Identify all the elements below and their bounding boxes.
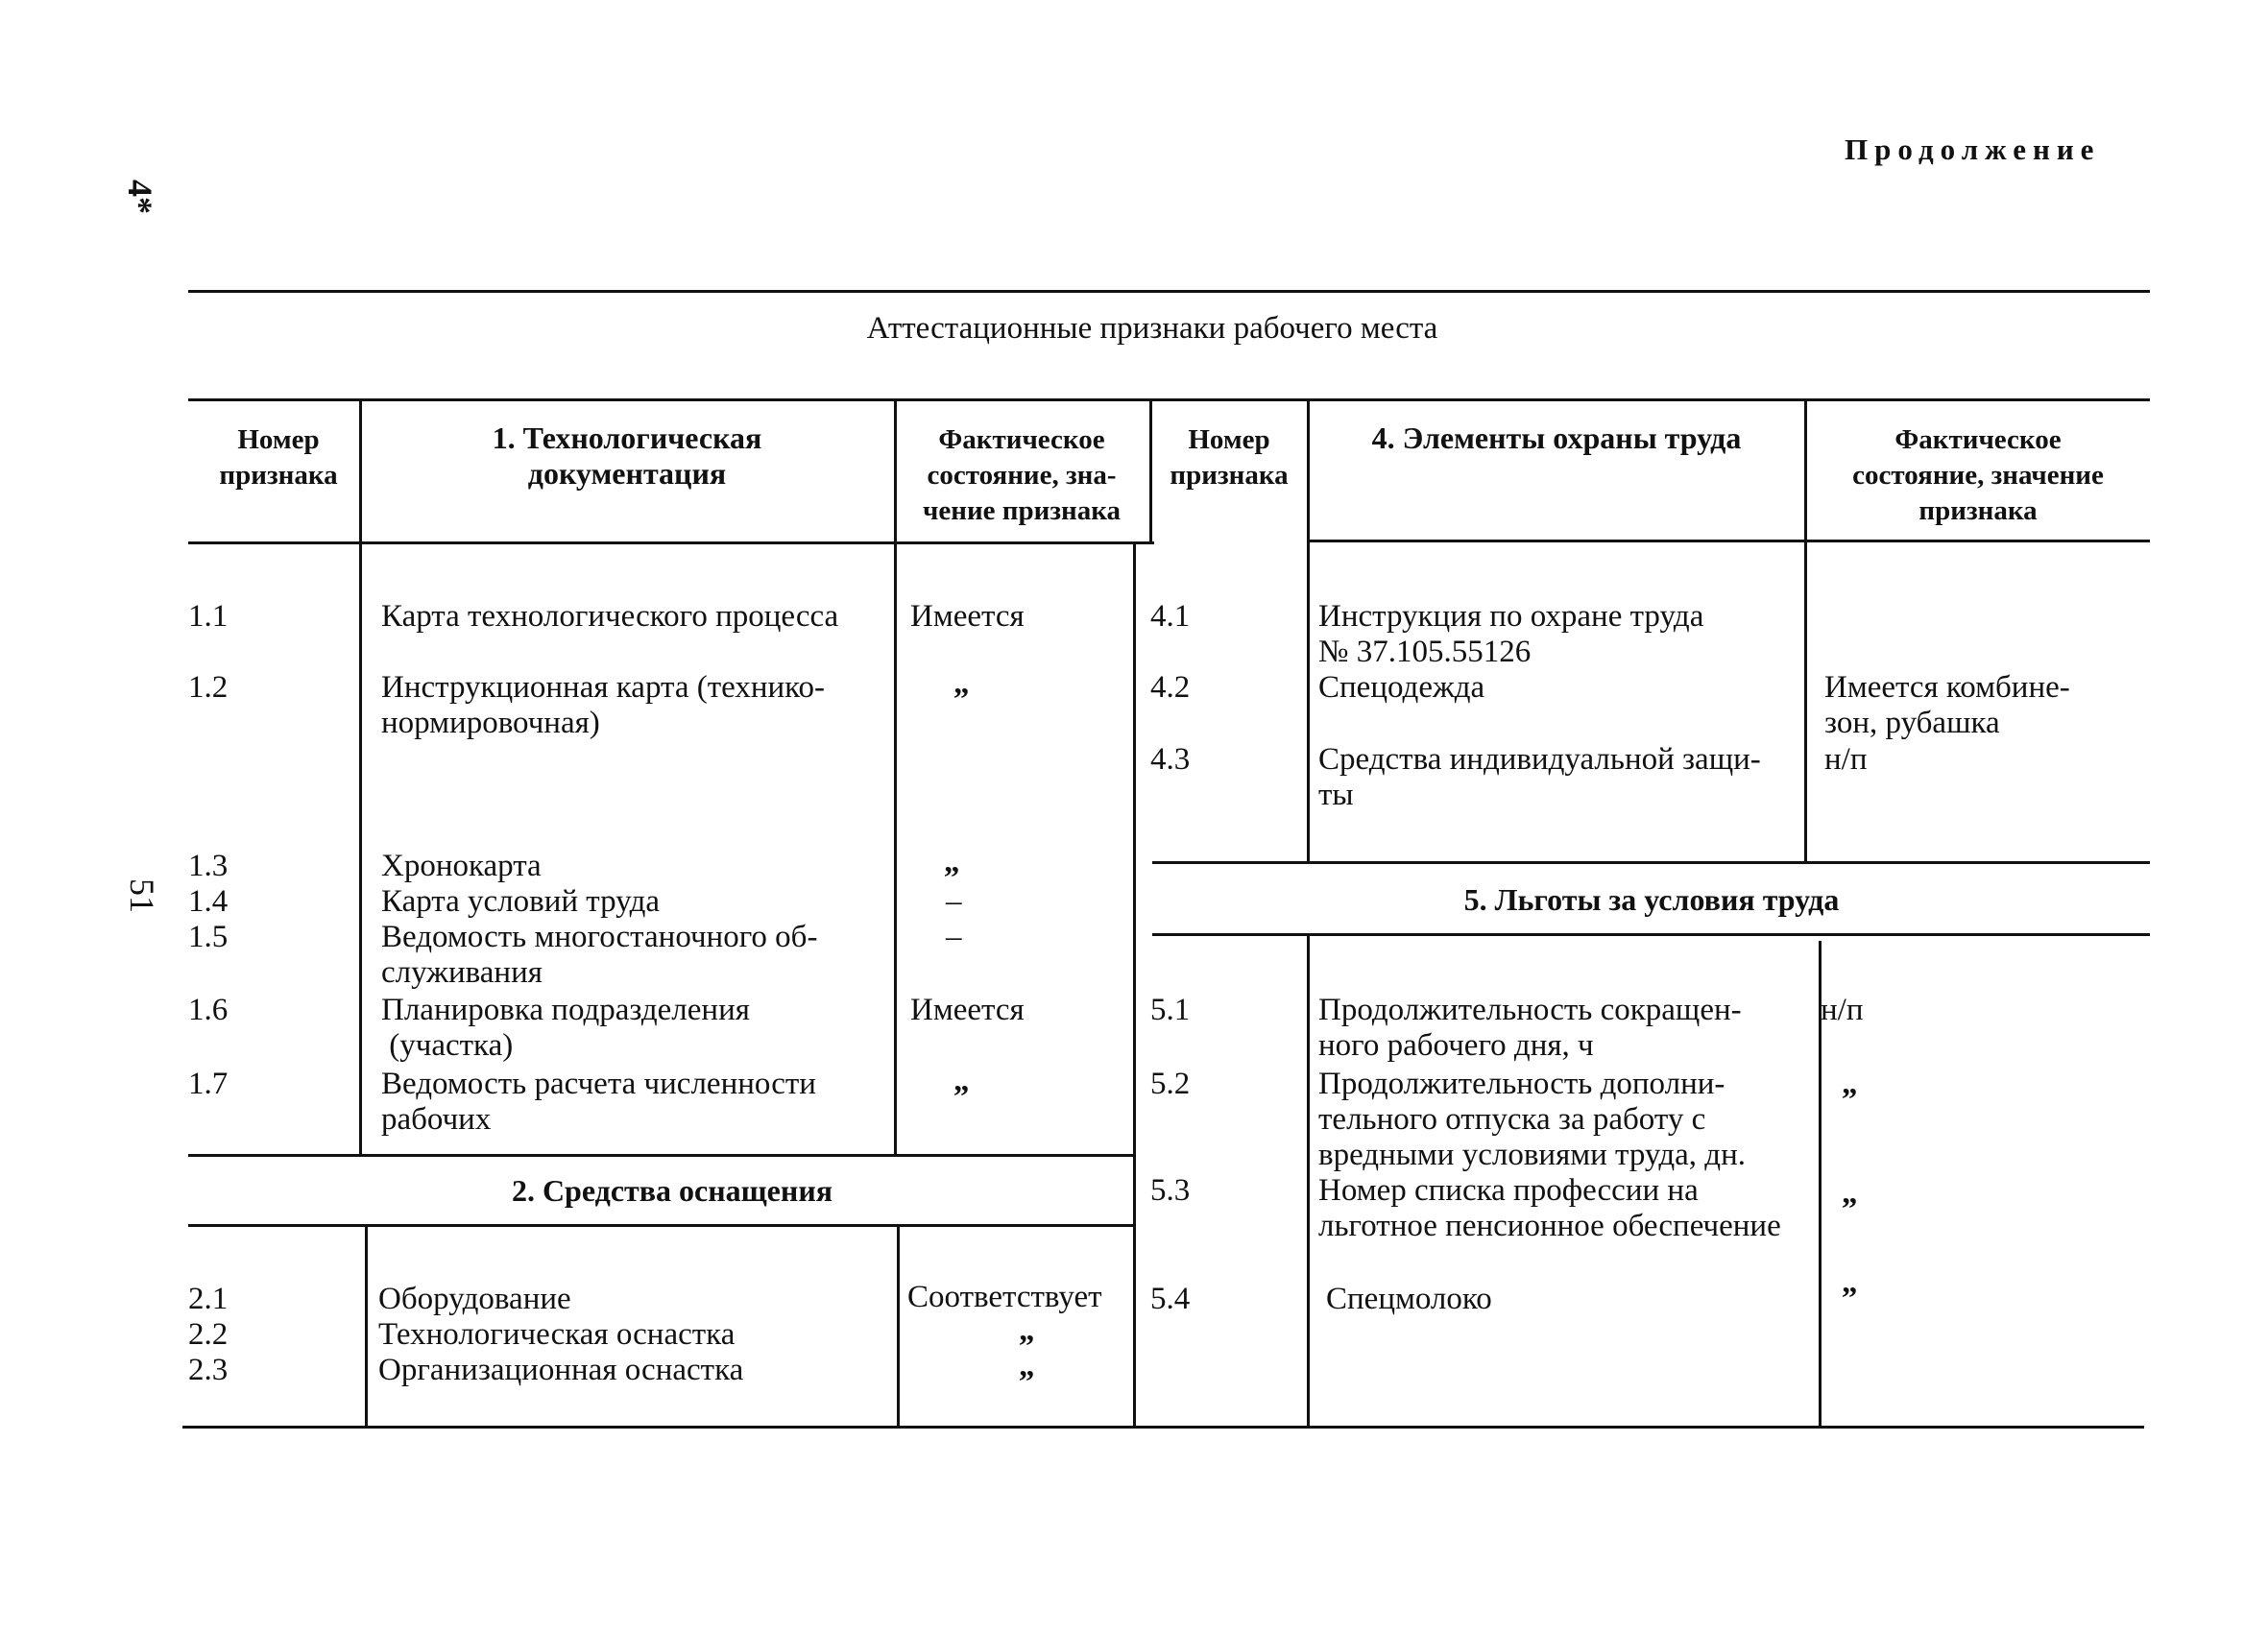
row-number: 5.2: [1150, 1067, 1191, 1101]
row-name: Номер списка профессии на льготное пенсионное обеспечение: [1318, 1173, 1781, 1243]
row-number: 2.1: [188, 1282, 229, 1316]
vline-right-num-lower: [1307, 933, 1310, 1427]
row-name: Спецодежда: [1318, 670, 1485, 705]
row-number: 4.2: [1150, 670, 1191, 705]
table-title: Аттестационные признаки рабочего места: [866, 311, 1438, 346]
row-value: „: [953, 1064, 970, 1098]
row-value: –: [946, 884, 962, 919]
row-name: Ведомость расчета численности рабочих: [381, 1067, 816, 1137]
table-bottom-rule: [182, 1426, 2144, 1429]
row-name: Планировка подразделения (участка): [381, 993, 750, 1063]
vline-right-num-upper: [1307, 398, 1310, 862]
row-value: „: [953, 666, 970, 701]
vline-left-name-lower: [897, 1224, 900, 1427]
row-name: Технологическая оснастка: [378, 1317, 736, 1352]
row-value: „: [1842, 1067, 1858, 1101]
row-number: 1.5: [188, 920, 229, 954]
section1-bottom-rule: [188, 1154, 1136, 1157]
row-name: Карта условий труда: [381, 884, 661, 919]
row-value: „: [1842, 1176, 1858, 1211]
row-number: 5.4: [1150, 1282, 1191, 1316]
row-number: 1.7: [188, 1067, 229, 1101]
header-top-rule: [188, 398, 2150, 401]
section5-title: 5. Льготы за условия труда: [1463, 882, 1840, 917]
continuation-label: Продолжение: [1845, 132, 2101, 166]
row-number: 4.1: [1150, 599, 1191, 634]
row-name: Продолжительность сокращен- ного рабочего дня, ч: [1318, 993, 1742, 1063]
row-number: 5.1: [1150, 993, 1191, 1027]
row-number: 1.4: [188, 884, 229, 919]
row-value: Имеется комбине- зон, рубашка: [1824, 670, 2070, 740]
row-number: 2.3: [188, 1353, 229, 1387]
section5-header-bottom-rule: [1152, 933, 2150, 936]
row-value: н/п: [1824, 742, 1868, 777]
margin-mark-top: 4*: [121, 180, 159, 214]
section2-header-bottom-rule: [188, 1224, 1136, 1227]
row-name: Ведомость многостаночного об- служивания: [381, 920, 818, 990]
right-number-header: Номер признака: [1170, 424, 1289, 491]
row-number: 1.1: [188, 599, 229, 634]
row-name: Инструкция по охране труда № 37.105.55126: [1318, 599, 1704, 669]
row-value: Имеется: [910, 599, 1025, 634]
row-name: Средства индивидуальной защи- ты: [1318, 742, 1761, 812]
row-name: Продолжительность дополни- тельного отпуска за работу с вредными условиями труда, дн.: [1318, 1067, 1746, 1172]
row-number: 5.3: [1150, 1173, 1191, 1208]
header-bottom-rule-right: [1309, 540, 2150, 542]
row-name: Спецмолоко: [1326, 1282, 1492, 1316]
left-state-header: Фактическое состояние, зна- чение признака: [923, 424, 1121, 526]
row-number: 1.2: [188, 670, 229, 705]
row-number: 2.2: [188, 1317, 229, 1352]
vline-middle: [1133, 541, 1136, 1427]
row-value: –: [946, 920, 962, 954]
row-value: „: [1019, 1349, 1035, 1383]
row-value: „: [1019, 1313, 1035, 1348]
vline-left-num-lower: [365, 1224, 368, 1427]
row-number: 1.6: [188, 993, 229, 1027]
row-name: Хронокарта: [381, 849, 542, 883]
header-bottom-rule-left: [188, 541, 1154, 544]
margin-mark-page-number: 51: [123, 878, 161, 913]
section1-title: 1. Технологическая документация: [492, 421, 762, 491]
row-value: н/п: [1821, 993, 1864, 1027]
row-name: Карта технологического процесса: [381, 599, 839, 634]
row-name: Организационная оснастка: [378, 1353, 744, 1387]
section4-title: 4. Элементы охраны труда: [1371, 421, 1742, 455]
row-value: „: [1842, 1265, 1858, 1300]
section2-title: 2. Средства оснащения: [511, 1173, 833, 1208]
row-name: Оборудование: [378, 1282, 571, 1316]
row-number: 4.3: [1150, 742, 1191, 777]
left-number-header: Номер признака: [219, 424, 338, 491]
section4-bottom-rule: [1152, 861, 2150, 864]
row-value: Имеется: [910, 993, 1025, 1027]
row-value: Соответствует: [907, 1280, 1102, 1314]
row-value: „: [944, 845, 960, 879]
table-top-rule: [188, 290, 2150, 293]
right-state-header: Фактическое состояние, значение признака: [1852, 424, 2104, 526]
row-number: 1.3: [188, 849, 229, 883]
vline-left-num: [359, 398, 362, 1155]
row-name: Инструкционная карта (технико- нормировочная): [381, 670, 826, 740]
